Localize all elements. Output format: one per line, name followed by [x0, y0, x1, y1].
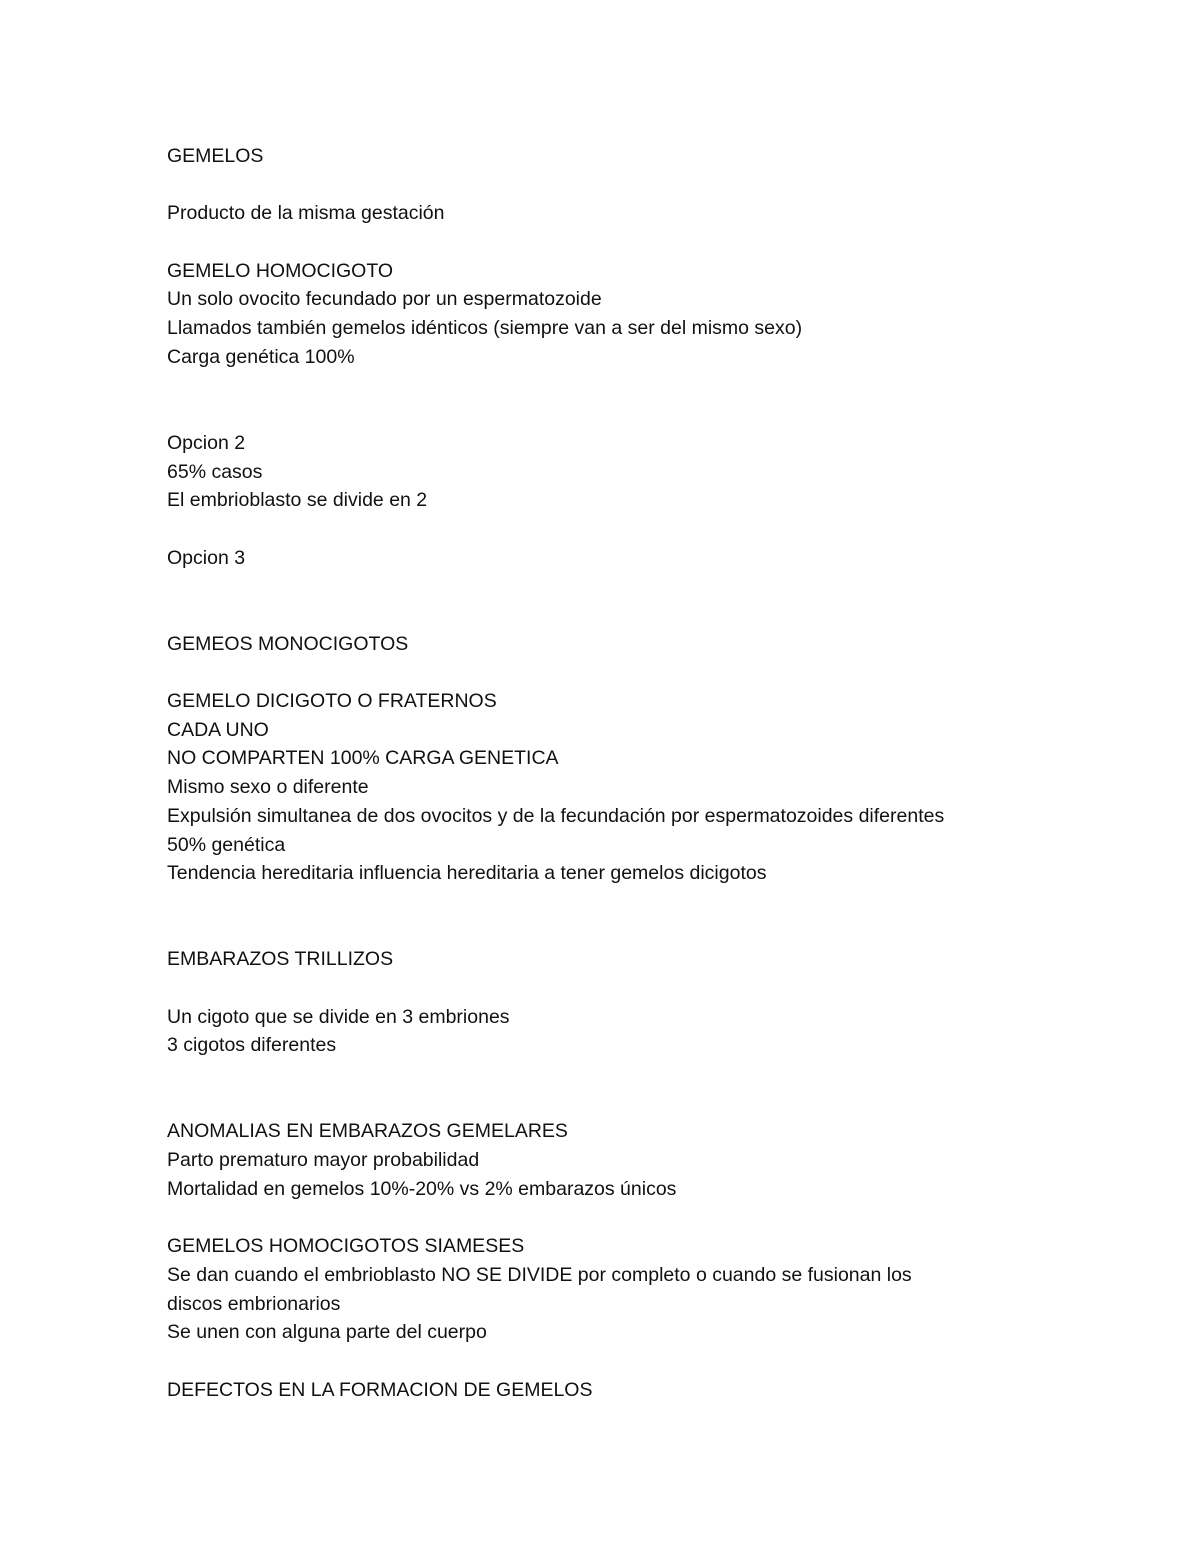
- doc-line: 3 cigotos diferentes: [167, 1034, 337, 1057]
- blank-line: [167, 171, 1047, 200]
- doc-line: 50% genética: [167, 833, 286, 856]
- blank-line: [167, 372, 1047, 401]
- blank-line: [167, 228, 1047, 257]
- blank-line: [167, 1089, 1047, 1118]
- blank-line: [167, 1203, 1047, 1232]
- blank-line: [167, 658, 1047, 687]
- section-heading: GEMELO DICIGOTO O FRATERNOS: [167, 690, 497, 713]
- section-heading: DEFECTOS EN LA FORMACION DE GEMELOS: [167, 1378, 593, 1401]
- doc-line: Opcion 2: [167, 431, 246, 454]
- blank-line: [167, 974, 1047, 1003]
- blank-line: [167, 400, 1047, 429]
- doc-line: Expulsión simultanea de dos ovocitos y de la fecundación por espermatozoides diferentes: [167, 804, 945, 827]
- blank-line: [167, 1060, 1047, 1089]
- blank-line: [167, 572, 1047, 601]
- doc-line: Opcion 3: [167, 546, 246, 569]
- blank-line: [167, 601, 1047, 630]
- doc-line: Tendencia hereditaria influencia hereditaria a tener gemelos dicigotos: [167, 862, 767, 885]
- section-heading: ANOMALIAS EN EMBARAZOS GEMELARES: [167, 1120, 568, 1143]
- document-body: [167, 142, 1047, 1404]
- doc-line: Un solo ovocito fecundado por un espermatozoide: [167, 288, 602, 311]
- doc-line: Producto de la misma gestación: [167, 202, 445, 225]
- doc-line: CADA UNO: [167, 718, 269, 741]
- blank-line: [167, 515, 1047, 544]
- section-heading: GEMELOS HOMOCIGOTOS SIAMESES: [167, 1235, 525, 1258]
- blank-line: [167, 917, 1047, 946]
- doc-line: El embrioblasto se divide en 2: [167, 489, 428, 512]
- blank-line: [167, 1347, 1047, 1376]
- doc-line: Parto prematuro mayor probabilidad: [167, 1149, 480, 1172]
- doc-line: Mortalidad en gemelos 10%-20% vs 2% embarazos únicos: [167, 1177, 677, 1200]
- doc-line: NO COMPARTEN 100% CARGA GENETICA: [167, 747, 559, 770]
- section-heading: GEMELO HOMOCIGOTO: [167, 259, 394, 282]
- doc-line: Mismo sexo o diferente: [167, 776, 369, 799]
- section-heading: GEMEOS MONOCIGOTOS: [167, 632, 409, 655]
- doc-line: Se unen con alguna parte del cuerpo: [167, 1321, 487, 1344]
- section-heading: EMBARAZOS TRILLIZOS: [167, 948, 394, 971]
- doc-line: discos embrionarios: [167, 1292, 341, 1315]
- doc-title: GEMELOS: [167, 145, 264, 167]
- doc-line: Un cigoto que se divide en 3 embriones: [167, 1005, 510, 1028]
- blank-line: [167, 888, 1047, 917]
- doc-line: 65% casos: [167, 460, 263, 483]
- doc-line: Carga genética 100%: [167, 345, 355, 368]
- doc-line: Llamados también gemelos idénticos (siempre van a ser del mismo sexo): [167, 317, 803, 340]
- doc-line: Se dan cuando el embrioblasto NO SE DIVIDE por completo o cuando se fusionan los: [167, 1263, 912, 1286]
